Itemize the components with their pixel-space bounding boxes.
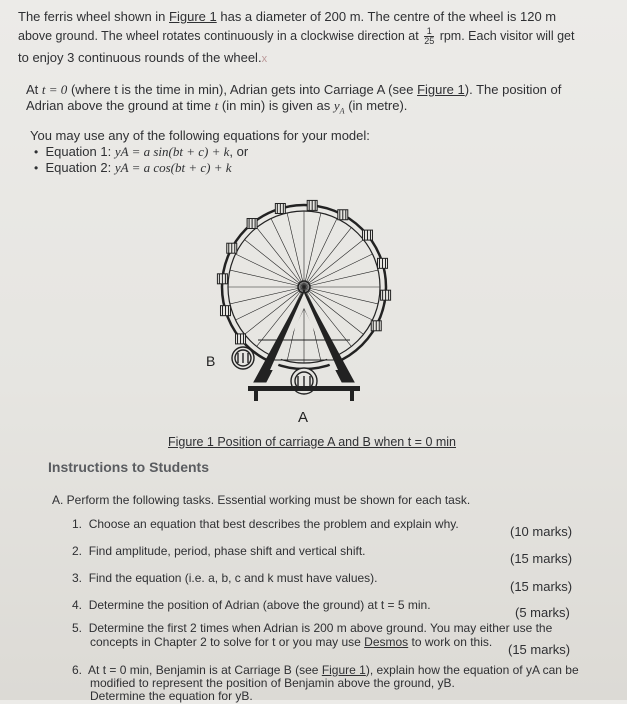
intro-line-3: to enjoy 3 continuous rounds of the wheel.x bbox=[18, 50, 268, 65]
task-3-marks: (15 marks) bbox=[510, 579, 573, 594]
task-2: 2. Find amplitude, period, phase shift and vertical shift. bbox=[72, 544, 366, 558]
wheel-spoke bbox=[271, 219, 304, 287]
task-6: 6. At t = 0 min, Benjamin is at Carriage B (see Figure 1), explain how the equation of yA can be bbox=[72, 663, 579, 677]
rate-fraction: $\frac{1}{25}$ bbox=[424, 26, 435, 46]
instructions-heading: Instructions to Students bbox=[48, 459, 209, 475]
label-b: B bbox=[206, 353, 216, 369]
ferris-wheel-figure bbox=[190, 190, 430, 435]
figure-link-3[interactable]: Figure 1 bbox=[321, 663, 366, 677]
task-2-marks: (15 marks) bbox=[510, 551, 573, 566]
wheel-spoke bbox=[304, 254, 372, 287]
intro-line-2: above ground. The wheel rotates continuously in a clockwise direction at $\frac{1}{25}$ rpm. Each visitor will get bbox=[18, 26, 575, 46]
task-6-line-3: Determine the equation for yB. bbox=[90, 689, 253, 703]
equation-2: • Equation 2: yA = a cos(bt + c) + k bbox=[34, 160, 232, 175]
equation-1: • Equation 1: yA = a sin(bt + c) + k, or bbox=[34, 144, 249, 159]
part-a: A. Perform the following tasks. Essential working must be shown for each task. bbox=[52, 493, 471, 507]
figure-link[interactable]: Figure 1 bbox=[169, 9, 217, 24]
task-5-line-2: concepts in Chapter 2 to solve for t or you may use Desmos to work on this. bbox=[90, 635, 493, 649]
figure-link-2[interactable]: Figure 1 bbox=[417, 82, 465, 97]
carriage-b bbox=[232, 347, 254, 369]
task-1: 1. Choose an equation that best describes the problem and explain why. bbox=[72, 517, 459, 531]
task-4: 4. Determine the position of Adrian (above the ground) at t = 5 min. bbox=[72, 598, 431, 612]
ferris-wheel bbox=[217, 200, 390, 369]
task-1-marks: (10 marks) bbox=[510, 524, 573, 539]
label-a: A bbox=[298, 409, 309, 426]
wheel-spoke bbox=[304, 219, 337, 287]
position-line-1: At t = 0 (where t is the time in min), Adrian gets into Carriage A (see Figure 1). The position of bbox=[26, 82, 562, 97]
position-line-2: Adrian above the ground at time t (in min) is given as $y_A$ (in metre). bbox=[26, 98, 408, 116]
equations-intro: You may use any of the following equations for your model: bbox=[30, 128, 370, 143]
desmos-link[interactable]: Desmos bbox=[364, 635, 409, 649]
task-3: 3. Find the equation (i.e. a, b, c and k must have values). bbox=[72, 571, 378, 585]
task-5-marks: (15 marks) bbox=[508, 642, 571, 657]
wheel-spoke bbox=[236, 254, 304, 287]
task-4-marks: (5 marks) bbox=[515, 605, 570, 620]
intro-line-1: The ferris wheel shown in Figure 1 has a diameter of 200 m. The centre of the wheel is 120 m bbox=[18, 9, 557, 24]
figure-caption: Figure 1 Position of carriage A and B when t = 0 min bbox=[168, 435, 457, 449]
pen-mark: x bbox=[261, 53, 268, 65]
task-6-line-2: modified to represent the position of Benjamin above the ground, yB. bbox=[90, 676, 455, 690]
task-5: 5. Determine the first 2 times when Adrian is 200 m above ground. You may either use the bbox=[72, 621, 553, 635]
